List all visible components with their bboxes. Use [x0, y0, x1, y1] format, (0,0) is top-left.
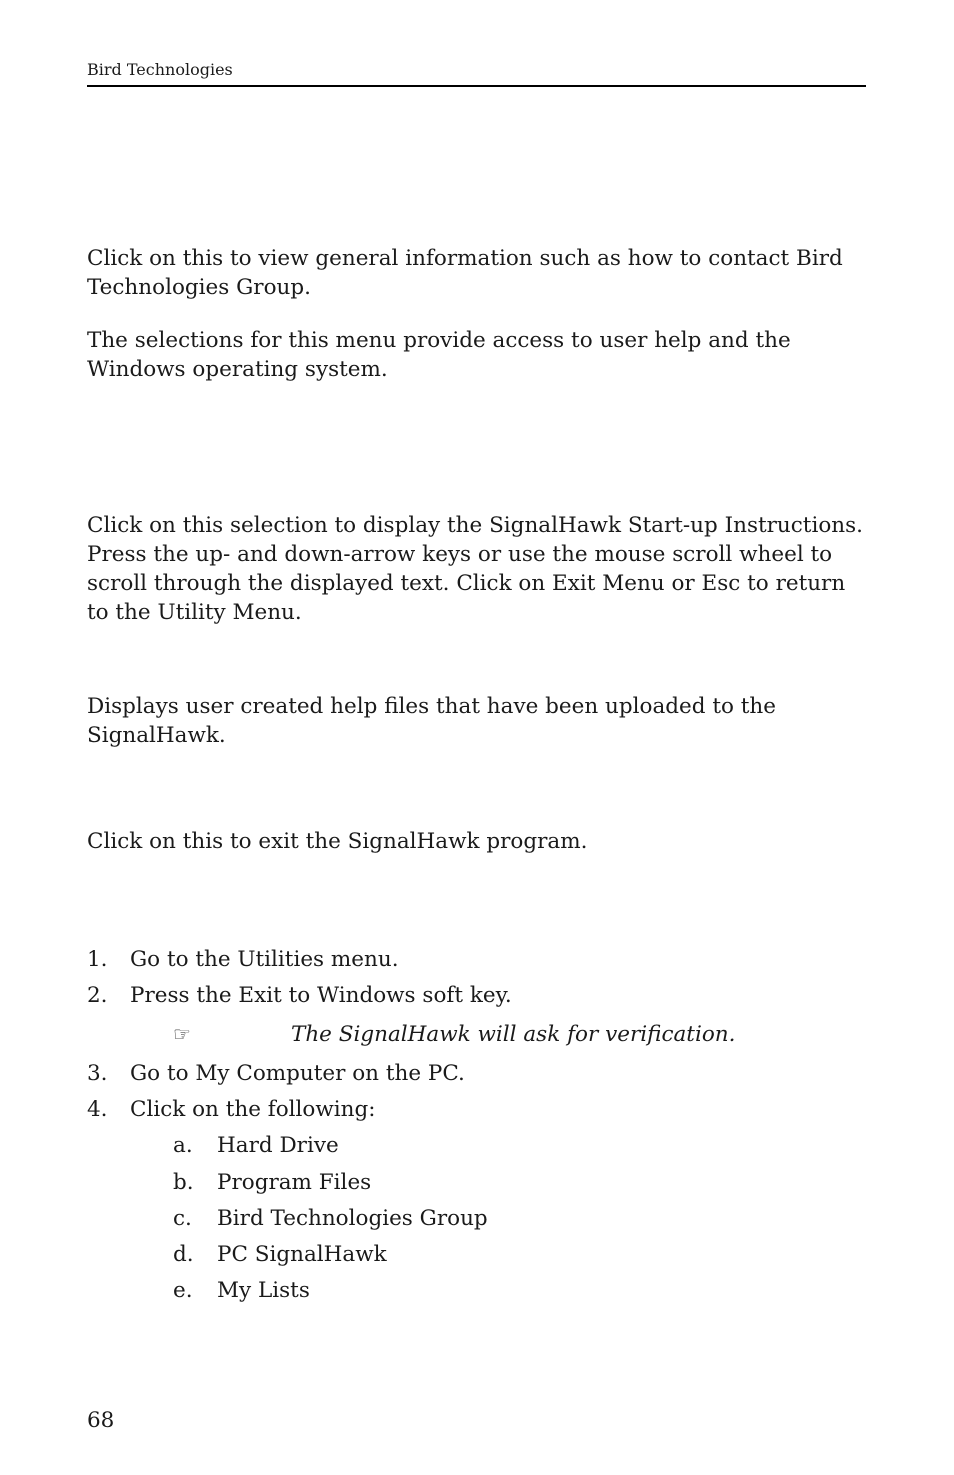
user-help-text: Displays user created help files that have been uploaded to the SignalHawk.	[87, 694, 777, 748]
help-menu-text: The selections for this menu provide access to user help and the Windows operating system.	[87, 328, 791, 382]
startup-paragraph	[87, 511, 866, 627]
substep-text: Program Files	[217, 1170, 372, 1195]
substep-letter: e.	[173, 1278, 193, 1303]
step-text: Go to the Utilities menu.	[130, 947, 399, 972]
substep-text: PC SignalHawk	[217, 1242, 387, 1267]
substep-letter: b.	[173, 1170, 194, 1195]
help-menu-paragraph	[87, 326, 866, 384]
list-item	[87, 981, 512, 1010]
about-text: Click on this to view general information such as how to contact Bird Technologies Group.	[87, 246, 843, 300]
substep-text: My Lists	[217, 1278, 310, 1303]
substep-text: Bird Technologies Group	[217, 1206, 488, 1231]
page-header	[87, 60, 866, 80]
step-text: Click on the following:	[130, 1097, 376, 1122]
list-item	[173, 1240, 387, 1269]
exit-text: Click on this to exit the SignalHawk program.	[87, 829, 588, 854]
list-item	[173, 1276, 310, 1305]
header-rule	[87, 85, 866, 87]
running-title: Bird Technologies	[87, 60, 233, 79]
about-paragraph	[87, 244, 866, 302]
list-item	[87, 945, 399, 974]
substep-letter: a.	[173, 1133, 193, 1158]
page-number: 68	[87, 1408, 115, 1433]
substep-letter: c.	[173, 1206, 192, 1231]
startup-text: Click on this selection to display the SignalHawk Start-up Instructions. Press the up- and down-arrow keys or use the mouse scroll wheel to scroll through the displayed text. Click on Exit Menu or Esc to return to the Utility Menu.	[87, 513, 863, 625]
exit-paragraph	[87, 827, 866, 856]
note	[173, 1020, 735, 1049]
list-item	[173, 1131, 339, 1160]
substep-text: Hard Drive	[217, 1133, 339, 1158]
step-text: Go to My Computer on the PC.	[130, 1061, 465, 1086]
note-text: The SignalHawk will ask for verification.	[291, 1022, 736, 1047]
pointing-hand-icon: ☞	[173, 1022, 191, 1046]
list-item	[87, 1095, 376, 1124]
user-help-paragraph	[87, 692, 866, 750]
list-item	[173, 1168, 371, 1197]
list-item	[87, 1059, 465, 1088]
step-number: 2.	[87, 983, 108, 1008]
substep-letter: d.	[173, 1242, 194, 1267]
step-text: Press the Exit to Windows soft key.	[130, 983, 512, 1008]
step-number: 3.	[87, 1061, 108, 1086]
list-item	[173, 1204, 488, 1233]
step-number: 4.	[87, 1097, 108, 1122]
step-number: 1.	[87, 947, 108, 972]
